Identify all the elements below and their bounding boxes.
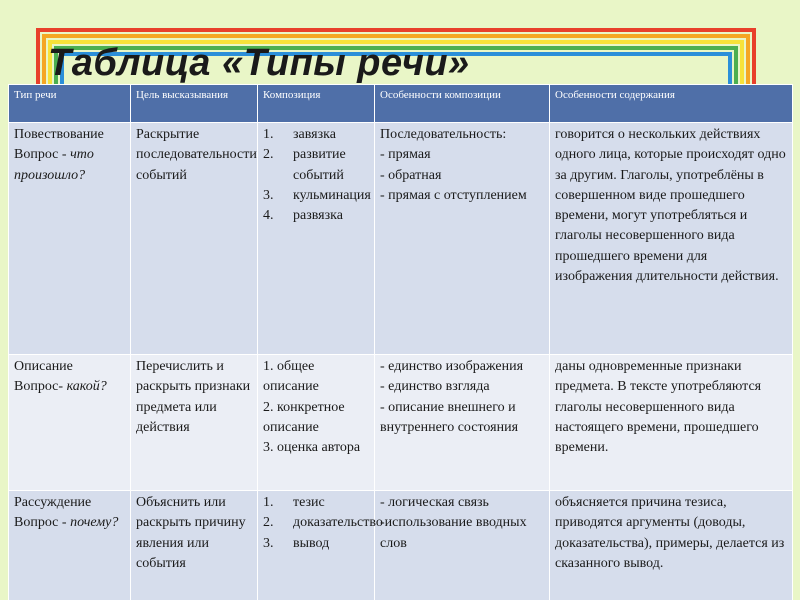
speech-types-table bbox=[8, 84, 793, 600]
composition-feature: - прямая с отступлением bbox=[380, 187, 527, 203]
page-title: Таблица «Типы речи» bbox=[48, 42, 470, 84]
header-content-features: Особенности содержания bbox=[550, 85, 793, 123]
step-number: 1. bbox=[263, 127, 274, 142]
speech-type-name: Повествование bbox=[14, 127, 104, 142]
header-goal: Цель высказывания bbox=[131, 85, 258, 123]
cell-goal: Объяснить или раскрыть причину явления или события bbox=[131, 491, 258, 600]
question-text: что произошло? bbox=[14, 147, 94, 183]
composition-step: 1. общее описание bbox=[263, 359, 319, 395]
question-prefix: Вопрос - bbox=[14, 147, 71, 163]
step-number: 2. bbox=[263, 515, 274, 531]
step-text: тезис bbox=[293, 495, 325, 510]
cell-composition-features bbox=[375, 491, 550, 600]
composition-step: 2. конкретное описание bbox=[263, 399, 345, 435]
speech-type-question bbox=[14, 513, 125, 533]
step-number: 3. bbox=[263, 535, 274, 551]
cell-goal: Перечислить и раскрыть признаки предмета или действия bbox=[131, 355, 258, 491]
step-number: 3. bbox=[263, 187, 274, 203]
cell-speech-type bbox=[9, 355, 131, 491]
composition-step bbox=[263, 493, 369, 513]
table-header-row bbox=[9, 85, 793, 123]
header-composition: Композиция bbox=[258, 85, 375, 123]
cell-composition-features bbox=[375, 355, 550, 491]
step-text: вывод bbox=[293, 535, 330, 551]
step-number: 2. bbox=[263, 147, 274, 163]
step-text: завязка bbox=[293, 127, 336, 142]
composition-list bbox=[263, 125, 369, 226]
cell-content-features: даны одновременные признаки предмета. В тексте употребляются глаголы несовершенного вида настоящего времени, прошедшего времени. bbox=[550, 355, 793, 491]
cell-content-features: объясняется причина тезиса, приводятся аргументы (доводы, доказательства), примеры, делается из сказанного вывод. bbox=[550, 491, 793, 600]
cell-composition bbox=[258, 123, 375, 355]
speech-type-name: Описание bbox=[14, 359, 73, 374]
table-row bbox=[9, 355, 793, 491]
composition-step bbox=[263, 186, 369, 206]
composition-step bbox=[263, 534, 369, 554]
cell-goal: Раскрытие последовательности событий bbox=[131, 123, 258, 355]
header-speech-type: Тип речи bbox=[9, 85, 131, 123]
composition-step: 3. оценка автора bbox=[263, 440, 361, 456]
composition-feature: Последовательность: bbox=[380, 127, 507, 142]
question-text: какой? bbox=[66, 379, 107, 395]
composition-feature: - логическая связь bbox=[380, 495, 489, 510]
cell-composition bbox=[258, 491, 383, 600]
step-text: развязка bbox=[293, 208, 343, 224]
composition-step bbox=[263, 513, 383, 533]
step-text: развитие событий bbox=[293, 147, 346, 183]
composition-feature: - единство изображения bbox=[380, 359, 524, 374]
composition-step bbox=[263, 145, 369, 186]
composition-feature: - описание внешнего и внутреннего состояния bbox=[380, 399, 519, 435]
header-composition-features: Особенности композиции bbox=[375, 85, 550, 123]
composition-step bbox=[263, 125, 369, 145]
speech-type-question bbox=[14, 377, 125, 397]
table-row bbox=[9, 123, 793, 355]
question-prefix: Вопрос - bbox=[14, 515, 71, 531]
step-number: 1. bbox=[263, 495, 274, 510]
composition-list bbox=[263, 493, 383, 554]
composition-feature: - единство взгляда bbox=[380, 379, 490, 395]
step-text: кульминация bbox=[293, 187, 371, 203]
cell-content-features: говорится о нескольких действиях одного лица, которые происходят одно за другим. Глаголы, употреблёны в совершенном виде прошедшего времени, могут употребляться и глаголы несовершенного вида прошедшего времени для изображения длительности действия. bbox=[550, 123, 793, 355]
question-prefix: Вопрос- bbox=[14, 379, 67, 395]
composition-step bbox=[263, 206, 369, 226]
table-row bbox=[9, 491, 793, 600]
speech-type-question bbox=[14, 145, 125, 186]
composition-feature: -использование вводных слов bbox=[380, 515, 527, 551]
composition-feature: - обратная bbox=[380, 167, 442, 183]
cell-speech-type bbox=[9, 491, 131, 600]
step-number: 4. bbox=[263, 208, 274, 224]
speech-type-name: Рассуждение bbox=[14, 495, 92, 510]
cell-composition-features bbox=[375, 123, 550, 355]
step-text: доказательство bbox=[293, 515, 383, 531]
cell-speech-type bbox=[9, 123, 131, 355]
cell-composition bbox=[258, 355, 375, 491]
question-text: почему? bbox=[70, 515, 119, 531]
composition-feature: - прямая bbox=[380, 147, 431, 163]
